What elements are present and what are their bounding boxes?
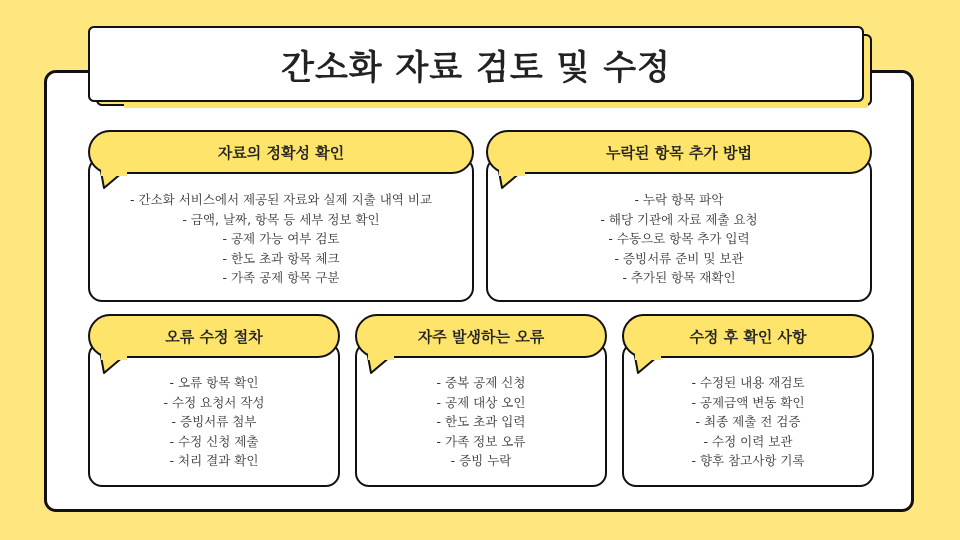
card-missing-items (486, 157, 872, 302)
list-item: - 가족 공제 항목 구분 (222, 270, 340, 285)
list-item: - 금액, 날짜, 항목 등 세부 정보 확인 (182, 211, 380, 227)
card-list (357, 373, 605, 471)
list-item: - 수동으로 항목 추가 입력 (608, 231, 750, 246)
list-item: - 가족 정보 오류 (436, 433, 526, 449)
title-underline (124, 102, 868, 108)
list-item: - 중복 공제 신청 (436, 375, 526, 390)
list-item: - 향후 참고사항 기록 (691, 453, 805, 468)
card-heading: 오류 수정 절차 (165, 327, 263, 346)
list-item: - 오류 항목 확인 (169, 375, 259, 390)
list-item: - 해당 기관에 자료 제출 요청 (600, 211, 758, 227)
page-title: 간소화 자료 검토 및 수정 (281, 47, 671, 88)
title-box (88, 26, 864, 102)
tail-joint (368, 354, 394, 360)
list-item: - 증빙 누락 (450, 453, 512, 468)
card-heading-bubble (88, 314, 340, 358)
tail-joint (635, 354, 661, 360)
card-list (90, 190, 472, 288)
list-item: - 수정된 내용 재검토 (691, 375, 805, 390)
list-item: - 수정 신청 제출 (169, 433, 259, 449)
card-heading-bubble (88, 130, 474, 174)
list-item: - 수정 요청서 작성 (163, 394, 265, 410)
list-item: - 공제금액 변동 확인 (691, 394, 805, 410)
card-heading-bubble (355, 314, 607, 358)
tail-joint (499, 170, 525, 176)
list-item: - 간소화 서비스에서 제공된 자료와 실제 지출 내역 비교 (130, 192, 432, 207)
list-item: - 추가된 항목 재확인 (622, 270, 736, 285)
card-heading-bubble (486, 130, 872, 174)
card-list (90, 373, 338, 471)
list-item: - 증빙서류 첨부 (171, 414, 257, 429)
list-item: - 최종 제출 전 검증 (695, 414, 801, 429)
list-item: - 누락 항목 파악 (634, 192, 724, 207)
card-list (488, 190, 870, 288)
card-heading: 자주 발생하는 오류 (417, 327, 545, 346)
card-heading: 자료의 정확성 확인 (217, 143, 345, 162)
list-item: - 한도 초과 항목 체크 (222, 250, 340, 266)
list-item: - 수정 이력 보관 (703, 433, 793, 449)
list-item: - 한도 초과 입력 (436, 414, 526, 429)
card-heading: 수정 후 확인 사항 (689, 327, 807, 346)
list-item: - 처리 결과 확인 (169, 453, 259, 468)
card-accuracy-check (88, 157, 474, 302)
list-item: - 증빙서류 준비 및 보관 (614, 250, 744, 266)
card-list (624, 373, 872, 471)
list-item: - 공제 가능 여부 검토 (222, 231, 340, 246)
list-item: - 공제 대상 오인 (436, 394, 526, 410)
card-heading-bubble (622, 314, 874, 358)
card-heading: 누락된 항목 추가 방법 (605, 143, 753, 162)
tail-joint (101, 354, 127, 360)
tail-joint (101, 170, 127, 176)
